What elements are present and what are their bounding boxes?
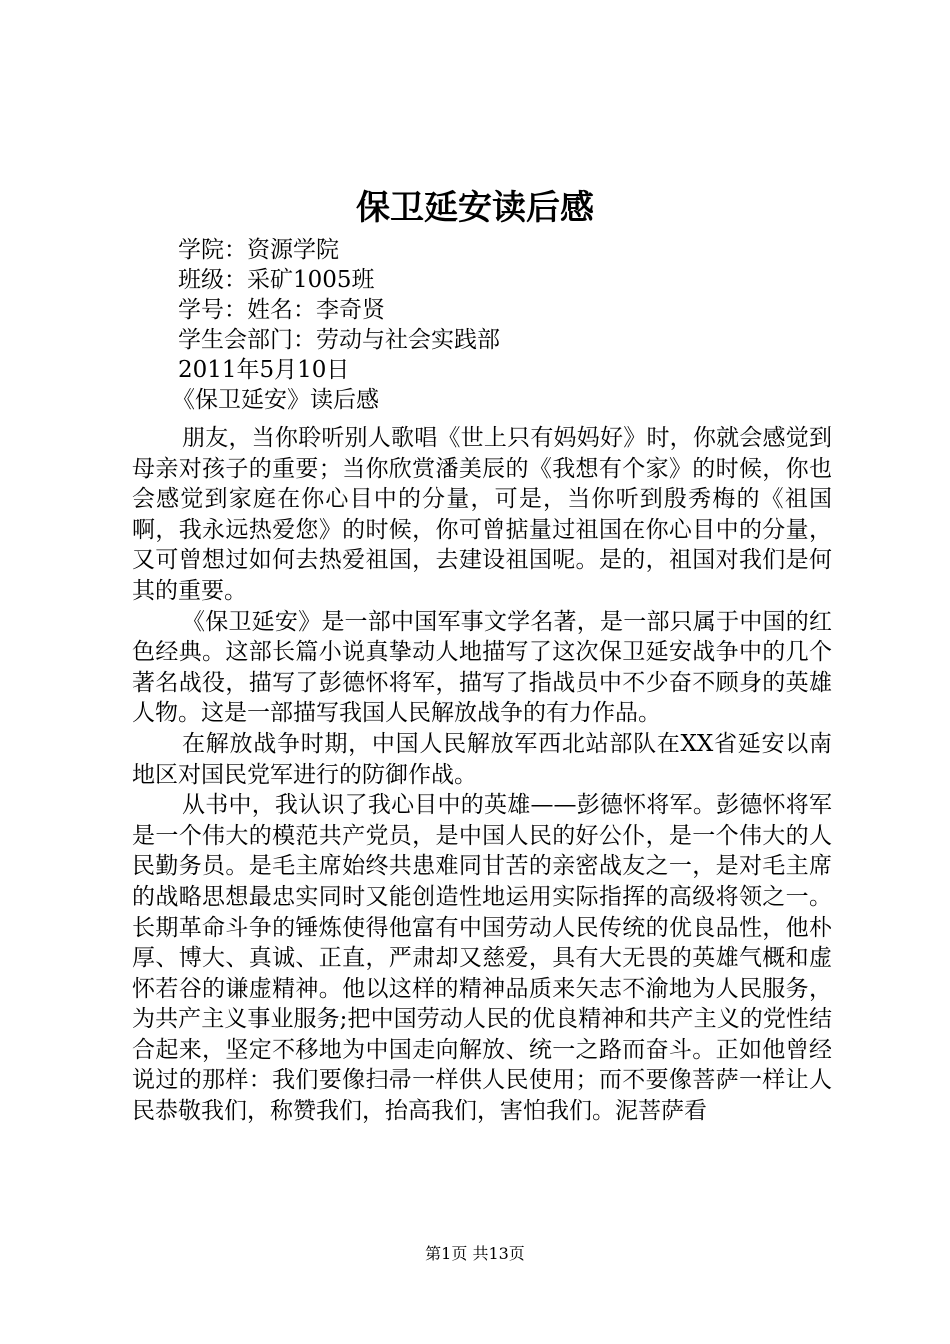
student-line: 学号：姓名：李奇贤	[178, 297, 385, 323]
class-line: 班级：采矿1005班	[178, 267, 375, 293]
page-footer: 第1页 共13页	[425, 1244, 525, 1263]
paragraph: 在解放战争时期，中国人民解放军西北站部队在XX省延安以南地区对国民党军进行的防御作战。	[132, 730, 832, 788]
date-line: 2011年5月10日	[178, 357, 350, 383]
college-line: 学院：资源学院	[178, 237, 339, 263]
essay-heading: 《保卫延安》读后感	[172, 387, 379, 413]
department-line: 学生会部门：劳动与社会实践部	[178, 327, 500, 353]
paragraph: 《保卫延安》是一部中国军事文学名著，是一部只属于中国的红色经典。这部长篇小说真挚动人地描写了这次保卫延安战争中的几个著名战役，描写了彭德怀将军，描写了指战员中不少奋不顾身的英雄人物。这是一部描写我国人民解放战争的有力作品。	[132, 608, 832, 727]
document-meta	[172, 235, 500, 415]
document-title: 保卫延安读后感	[356, 188, 594, 228]
paragraph: 朋友，当你聆听别人歌唱《世上只有妈妈好》时，你就会感觉到母亲对孩子的重要；当你欣赏潘美辰的《我想有个家》的时候，你也会感觉到家庭在你心目中的分量，可是，当你听到殷秀梅的《祖国啊，我永远热爱您》的时候，你可曾掂量过祖国在你心目中的分量，又可曾想过如何去热爱祖国，去建设祖国呢。是的，祖国对我们是何其的重要。	[132, 425, 832, 604]
essay-body	[132, 423, 832, 1127]
paragraph: 从书中，我认识了我心目中的英雄——彭德怀将军。彭德怀将军是一个伟大的模范共产党员，是中国人民的好公仆，是一个伟大的人民勤务员。是毛主席始终共患难同甘苦的亲密战友之一，是对毛主席的战略思想最忠实同时又能创造性地运用实际指挥的高级将领之一。长期革命斗争的锤炼使得他富有中国劳动人民传统的优良品性，他朴厚、博大、真诚、正直，严肃却又慈爱，具有大无畏的英雄气概和虚怀若谷的谦虚精神。他以这样的精神品质来矢志不渝地为人民服务，为共产主义事业服务;把中国劳动人民的优良精神和共产主义的党性结合起来，坚定不移地为中国走向解放、统一之路而奋斗。正如他曾经说过的那样：我们要像扫帚一样供人民使用；而不要像菩萨一样让人民恭敬我们，称赞我们，抬高我们，害怕我们。泥菩萨看	[132, 792, 832, 1125]
